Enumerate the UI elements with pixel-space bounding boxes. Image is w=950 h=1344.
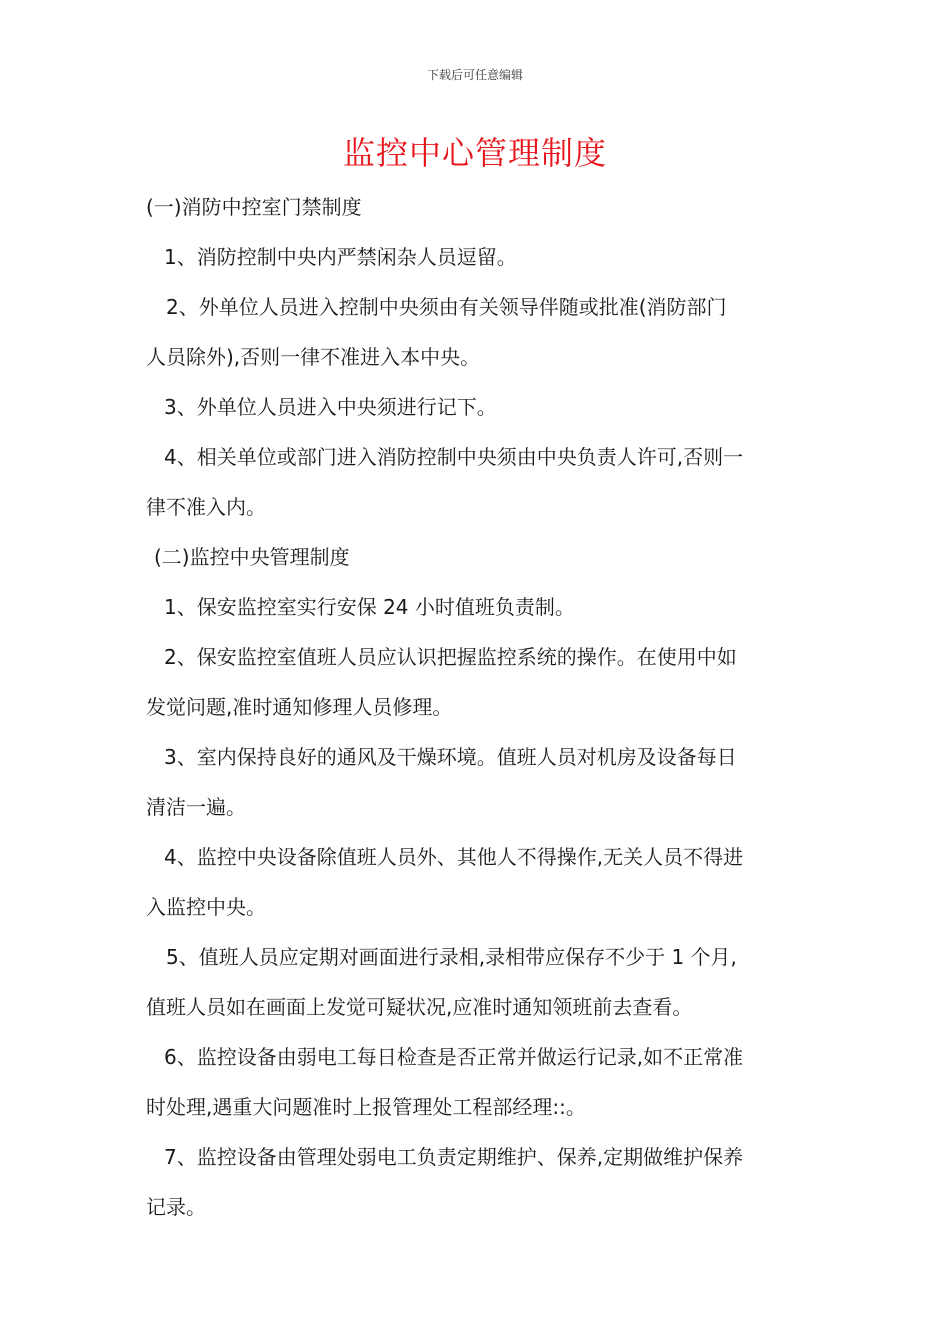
paragraph-line: 时处理,遇重大问题准时上报管理处工程部经理::。 (146, 1095, 586, 1119)
paragraph-line: 清洁一遍。 (146, 795, 246, 819)
paragraph-line: 1、保安监控室实行安保 24 小时值班负责制。 (164, 595, 575, 619)
paragraph-line: 2、保安监控室值班人员应认识把握监控系统的操作。在使用中如 (164, 645, 737, 669)
paragraph-line: 发觉问题,准时通知修理人员修理。 (146, 695, 453, 719)
paragraph-line: 1、消防控制中央内严禁闲杂人员逗留。 (164, 245, 517, 269)
paragraph-line: 2、外单位人员进入控制中央须由有关领导伴随或批准(消防部门 (166, 295, 727, 319)
paragraph-line: 5、值班人员应定期对画面进行录相,录相带应保存不少于 1 个月, (166, 945, 737, 969)
paragraph-line: 值班人员如在画面上发觉可疑状况,应准时通知领班前去查看。 (146, 995, 693, 1019)
paragraph-line: 6、监控设备由弱电工每日检查是否正常并做运行记录,如不正常准 (164, 1045, 744, 1069)
paragraph-line: 律不准入内。 (146, 495, 266, 519)
section-heading-2: (二)监控中央管理制度 (154, 545, 350, 569)
paragraph-line: 4、相关单位或部门进入消防控制中央须由中央负责人许可,否则一 (164, 445, 744, 469)
document-title: 监控中心管理制度 (342, 134, 607, 172)
paragraph-line: 入监控中央。 (146, 895, 266, 919)
paragraph-line: 3、室内保持良好的通风及干燥环境。值班人员对机房及设备每日 (164, 745, 737, 769)
header-note: 下载后可任意编辑 (426, 68, 523, 82)
paragraph-line: 4、监控中央设备除值班人员外、其他人不得操作,无关人员不得进 (164, 845, 744, 869)
paragraph-line: 3、外单位人员进入中央须进行记下。 (164, 395, 497, 419)
document-body (146, 182, 810, 1232)
paragraph-line: 人员除外),否则一律不准进入本中央。 (146, 345, 481, 369)
paragraph-line: 记录。 (146, 1195, 206, 1219)
paragraph-line: 7、监控设备由管理处弱电工负责定期维护、保养,定期做维护保养 (164, 1145, 744, 1169)
section-heading-1: (一)消防中控室门禁制度 (146, 195, 362, 219)
